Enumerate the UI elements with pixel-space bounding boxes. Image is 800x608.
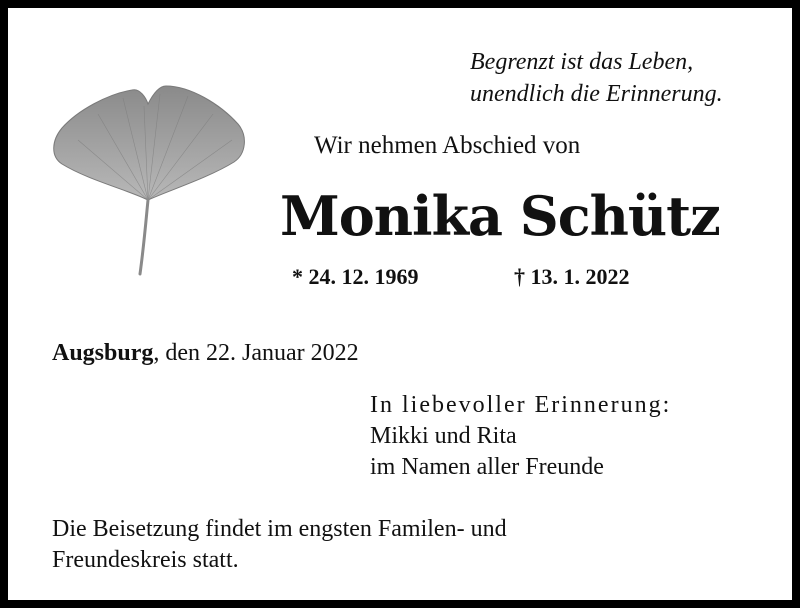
mourners-block bbox=[370, 390, 671, 483]
quote-line-1: Begrenzt ist das Leben, bbox=[470, 49, 694, 75]
deceased-name: Monika Schütz bbox=[280, 184, 720, 248]
mourners-line-2: im Namen aller Freunde bbox=[370, 454, 604, 480]
birth-date: * 24. 12. 1969 bbox=[292, 264, 419, 289]
funeral-line-2: Freundeskreis statt. bbox=[52, 547, 239, 573]
death-date: † 13. 1. 2022 bbox=[514, 264, 630, 289]
place-city: Augsburg bbox=[52, 340, 154, 366]
quote-line-2: unendlich die Erinnerung. bbox=[470, 81, 723, 107]
mourners-line-1: Mikki und Rita bbox=[370, 423, 517, 449]
notice-date: , den 22. Januar 2022 bbox=[153, 340, 359, 366]
intro-text: Wir nehmen Abschied von bbox=[314, 132, 581, 159]
mourners-lead: In liebevoller Erinnerung: bbox=[370, 392, 672, 418]
place-date-line bbox=[52, 340, 359, 367]
funeral-notice bbox=[52, 514, 672, 576]
quote bbox=[470, 46, 780, 110]
funeral-line-1: Die Beisetzung findet im engsten Familen- und bbox=[52, 516, 507, 542]
ginkgo-leaf-icon bbox=[48, 80, 252, 280]
